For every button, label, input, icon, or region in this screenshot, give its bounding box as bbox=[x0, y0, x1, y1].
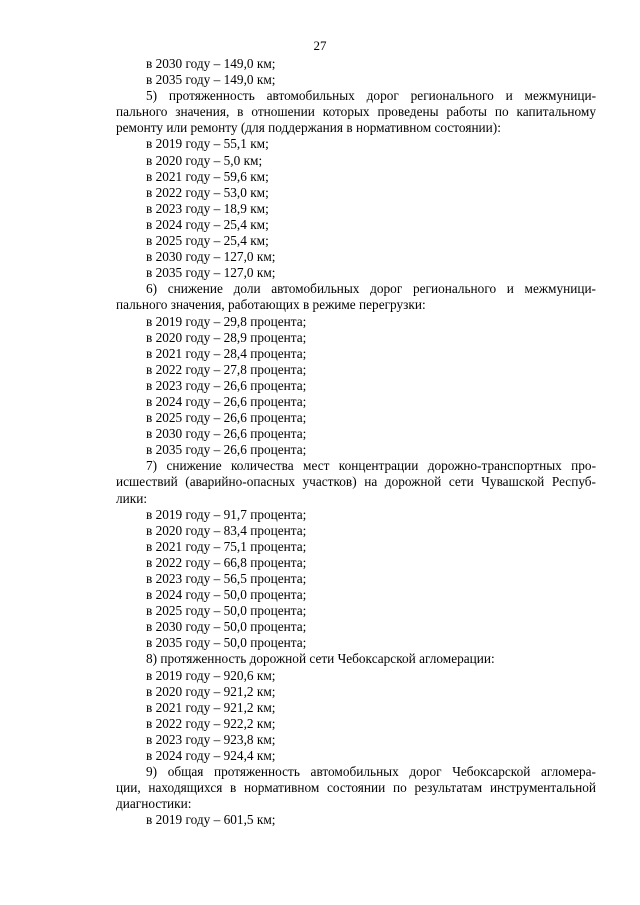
text-line: в 2020 году – 5,0 км; bbox=[146, 152, 263, 168]
text-line: в 2019 году – 91,7 процента; bbox=[146, 506, 307, 522]
text-line: лики: bbox=[116, 490, 148, 506]
text-line: 9) общая протяженность автомобильных дорог Чебоксарской агломера- bbox=[146, 764, 596, 780]
text-line: в 2021 году – 75,1 процента; bbox=[146, 538, 307, 554]
text-line: в 2024 году – 26,6 процента; bbox=[146, 393, 307, 409]
text-line: в 2030 году – 26,6 процента; bbox=[146, 426, 307, 442]
text-line: в 2021 году – 59,6 км; bbox=[146, 168, 269, 184]
text-line: исшествий (аварийно-опасных участков) на дорожной сети Чувашской Респуб- bbox=[116, 474, 596, 490]
text-line: в 2023 году – 56,5 процента; bbox=[146, 571, 307, 586]
text-line: в 2025 году – 25,4 км; bbox=[146, 233, 269, 249]
text-line: в 2023 году – 923,8 км; bbox=[146, 731, 276, 747]
text-line: в 2023 году – 18,9 км; bbox=[146, 200, 269, 216]
text-line: в 2022 году – 53,0 км; bbox=[146, 184, 269, 200]
text-line: в 2021 году – 28,4 процента; bbox=[146, 345, 307, 361]
page-body bbox=[116, 56, 596, 829]
text-line: пального значения, работающих в режиме перегрузки: bbox=[116, 297, 426, 313]
text-line: пального значения, в отношении которых проведены работы по капитальному bbox=[116, 104, 596, 120]
page-number: 27 bbox=[313, 38, 327, 53]
text-line: 5) протяженность автомобильных дорог регионального и межмуници- bbox=[146, 88, 596, 104]
text-line: в 2022 году – 922,2 км; bbox=[146, 715, 276, 731]
text-line: в 2024 году – 25,4 км; bbox=[146, 216, 269, 232]
text-line: в 2022 году – 27,8 процента; bbox=[146, 361, 307, 377]
text-line: 6) снижение доли автомобильных дорог регионального и межмуници- bbox=[146, 281, 596, 297]
text-line: в 2019 году – 29,8 процента; bbox=[146, 313, 307, 329]
text-line: в 2020 году – 83,4 процента; bbox=[146, 522, 307, 538]
text-line: в 2030 году – 127,0 км; bbox=[146, 249, 276, 265]
text-line: в 2035 году – 149,0 км; bbox=[146, 72, 276, 88]
text-line: в 2025 году – 50,0 процента; bbox=[146, 603, 307, 619]
text-line: в 2030 году – 149,0 км; bbox=[146, 56, 276, 71]
text-line: ции, находящихся в нормативном состоянии по результатам инструментальной bbox=[116, 780, 596, 796]
text-line: в 2030 году – 50,0 процента; bbox=[146, 619, 307, 635]
text-line: в 2019 году – 601,5 км; bbox=[146, 812, 276, 828]
text-line: в 2025 году – 26,6 процента; bbox=[146, 410, 307, 426]
text-line: в 2024 году – 50,0 процента; bbox=[146, 587, 307, 603]
text-line: в 2023 году – 26,6 процента; bbox=[146, 377, 307, 393]
text-line: в 2022 году – 66,8 процента; bbox=[146, 554, 307, 570]
text-line: в 2035 году – 127,0 км; bbox=[146, 265, 276, 281]
text-line: ремонту или ремонту (для поддержания в нормативном состоянии): bbox=[116, 120, 501, 136]
text-line: в 2024 году – 924,4 км; bbox=[146, 748, 276, 764]
text-line: в 2019 году – 55,1 км; bbox=[146, 136, 269, 152]
text-line: в 2020 году – 921,2 км; bbox=[146, 683, 276, 699]
text-line: в 2035 году – 50,0 процента; bbox=[146, 635, 307, 651]
text-line: в 2021 году – 921,2 км; bbox=[146, 699, 276, 715]
text-line: 7) снижение количества мест концентрации дорожно-транспортных про- bbox=[146, 458, 596, 474]
text-line: в 2035 году – 26,6 процента; bbox=[146, 442, 307, 458]
text-line: диагностики: bbox=[116, 796, 192, 812]
text-line: в 2019 году – 920,6 км; bbox=[146, 667, 276, 683]
text-line: в 2020 году – 28,9 процента; bbox=[146, 329, 307, 345]
text-line: 8) протяженность дорожной сети Чебоксарской агломерации: bbox=[146, 651, 495, 667]
